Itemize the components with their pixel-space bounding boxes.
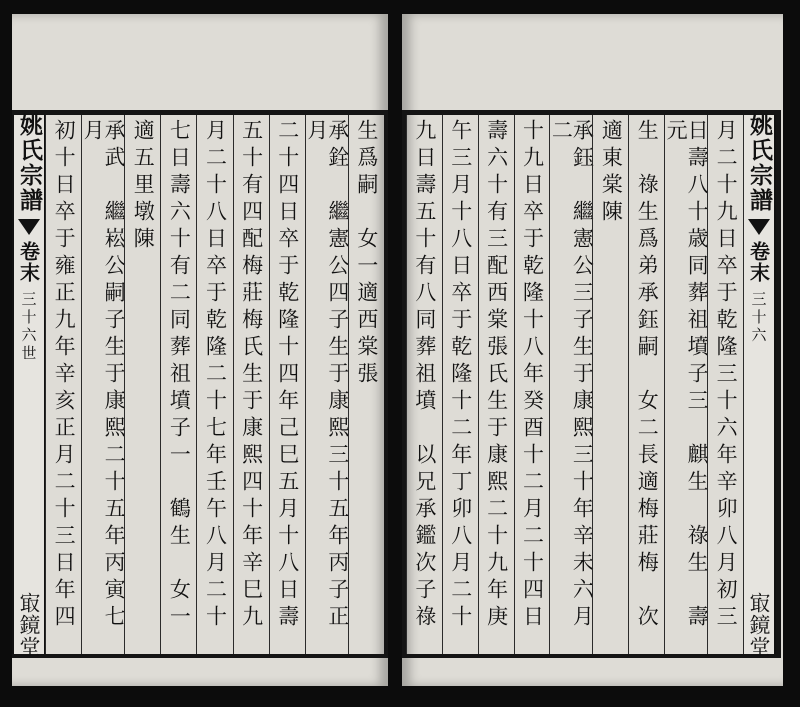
column-text: 五十有四配梅莊梅氏生于康熙四十年辛巳九 bbox=[239, 119, 264, 632]
volume-label: 卷末 bbox=[746, 241, 771, 283]
column-text: 七日壽六十有二同葬祖墳子一 鶴生 女一 bbox=[167, 119, 192, 632]
right-page-spine bbox=[743, 113, 776, 658]
right-page bbox=[402, 14, 783, 686]
column-text: 十九日卒于乾隆十八年癸酉十二月二十四日 bbox=[520, 119, 545, 632]
volume-label: 卷末 bbox=[16, 241, 41, 283]
column-text: 日壽八十歳同葬祖墳子三 麒生 祿生 壽元 bbox=[664, 119, 710, 632]
column-text: 承鈺 繼憲公三子生于康熙三十年辛未六月二 bbox=[549, 119, 595, 632]
fish-tail-mark-icon bbox=[748, 219, 770, 235]
text-column bbox=[269, 115, 305, 654]
text-column bbox=[81, 115, 127, 654]
text-column bbox=[442, 115, 478, 654]
leaf-number: 三十六 bbox=[749, 291, 768, 345]
column-text: 適東棠陳 bbox=[599, 119, 624, 227]
text-column bbox=[514, 115, 550, 654]
text-column bbox=[233, 115, 269, 654]
column-text: 二十四日卒于乾隆十四年己巳五月十八日壽 bbox=[275, 119, 300, 632]
fish-tail-mark-icon bbox=[18, 219, 40, 235]
genealogy-title: 姚氏宗譜 bbox=[746, 113, 773, 213]
text-column bbox=[305, 115, 348, 654]
text-column bbox=[478, 115, 514, 654]
left-page-frame bbox=[12, 110, 388, 658]
left-page-spine bbox=[12, 113, 45, 658]
text-column bbox=[628, 115, 664, 654]
column-text: 午三月十八日卒于乾隆十二年丁卯八月二十 bbox=[448, 119, 473, 632]
column-text: 月二十八日卒于乾隆二十七年壬午八月二十 bbox=[203, 119, 228, 632]
text-column bbox=[549, 115, 595, 654]
column-text: 生 祿生爲弟承鈺嗣 女二長適梅莊梅 次 bbox=[635, 119, 660, 632]
left-page-columns bbox=[12, 113, 384, 658]
column-text: 承銓 繼憲公四子生于康熙三十五年丙子正月 bbox=[304, 119, 350, 632]
left-page bbox=[12, 14, 388, 686]
text-column bbox=[664, 115, 710, 654]
column-text: 適五里墩陳 bbox=[131, 119, 156, 254]
hall-name: 㝡鏡堂 bbox=[747, 592, 771, 658]
column-text: 壽六十有三配西棠張氏生于康熙二十九年庚 bbox=[484, 119, 509, 632]
column-text: 初十日卒于雍正九年辛亥正月二十三日年四 bbox=[52, 119, 77, 632]
text-column bbox=[196, 115, 232, 654]
text-column bbox=[707, 115, 743, 654]
column-text: 月二十九日卒于乾隆三十六年辛卯八月初三 bbox=[714, 119, 739, 632]
genealogy-title: 姚氏宗譜 bbox=[16, 113, 44, 213]
text-column bbox=[592, 115, 628, 654]
right-page-frame bbox=[402, 110, 781, 658]
hall-name: 㝡鏡堂 bbox=[17, 592, 42, 658]
text-column bbox=[406, 115, 442, 654]
leaf-number: 三十六世 bbox=[19, 291, 38, 363]
text-column bbox=[45, 115, 81, 654]
column-text: 生爲嗣 女一適西棠張 bbox=[354, 119, 379, 389]
column-text: 九日壽五十有八同葬祖墳 以兄承鑑次子祿 bbox=[412, 119, 437, 632]
text-column bbox=[124, 115, 160, 654]
right-page-columns bbox=[406, 113, 776, 658]
text-column bbox=[348, 115, 384, 654]
text-column bbox=[160, 115, 196, 654]
column-text: 承武 繼崧公嗣子生于康熙二十五年丙寅七月 bbox=[81, 119, 127, 632]
